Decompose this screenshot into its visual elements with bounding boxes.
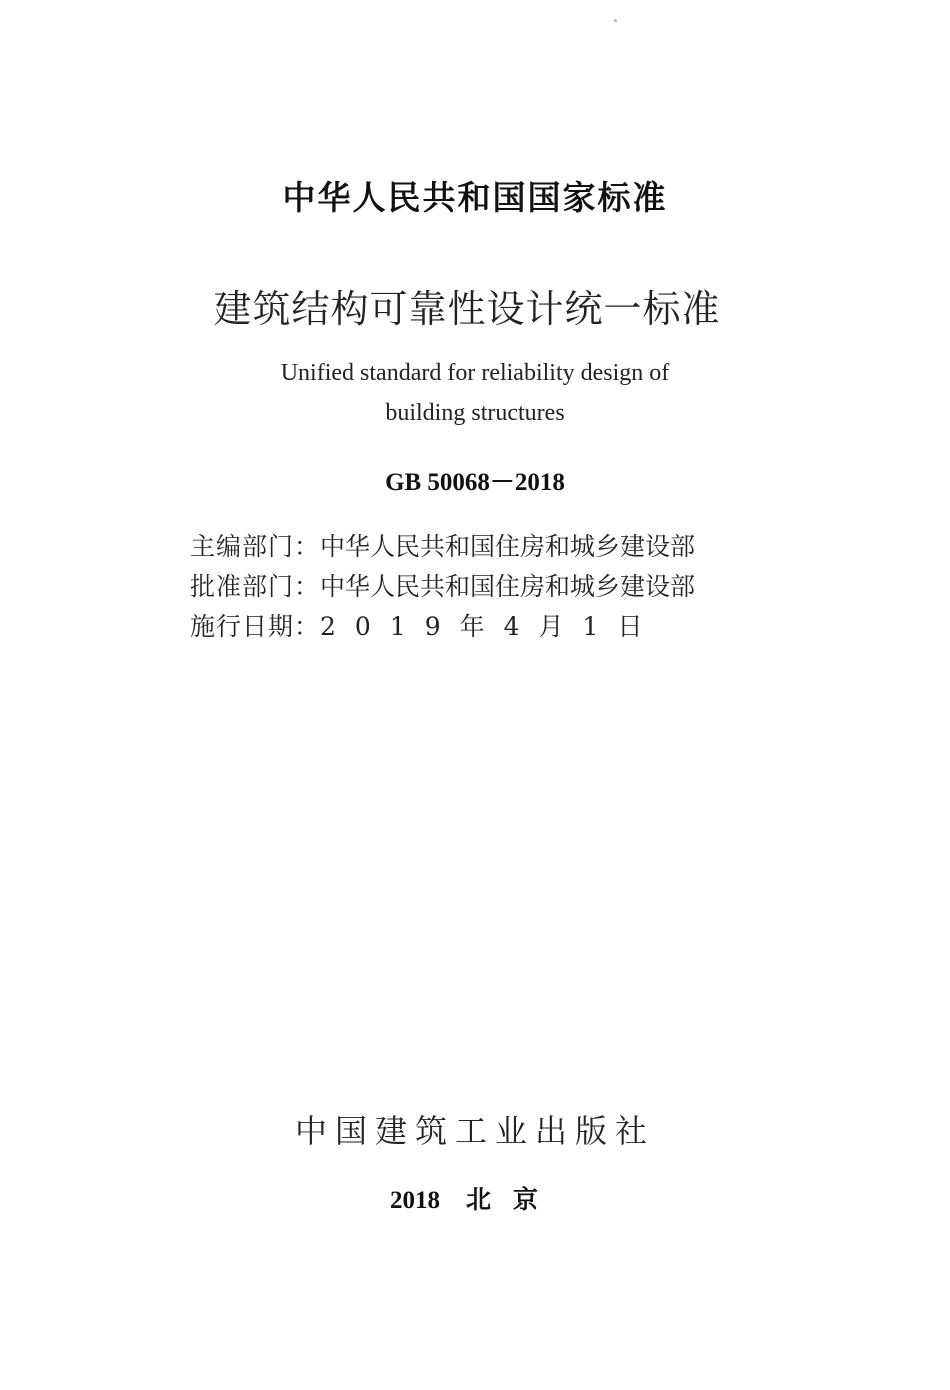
publication-year: 2018 <box>389 1187 440 1214</box>
info-row-approver <box>190 567 695 607</box>
title-english-line-2: building structures <box>385 400 565 426</box>
info-row-effective-date <box>190 607 695 647</box>
standard-title-chinese: 建筑结构可靠性设计统一标准 <box>213 287 721 331</box>
publication-place <box>0 1180 950 1216</box>
title-english-line-1: Unified standard for reliability design of <box>280 360 670 386</box>
info-value: 中华人民共和国住房和城乡建设部 <box>320 532 696 561</box>
info-label: 批准部门： <box>190 572 321 601</box>
info-value: 中华人民共和国住房和城乡建设部 <box>320 572 696 601</box>
info-row-editor <box>190 527 695 567</box>
scan-speck <box>614 19 617 22</box>
info-label: 主编部门： <box>190 532 321 561</box>
info-label: 施行日期： <box>190 612 321 641</box>
info-value-date: 2019年4月1日 <box>320 612 662 641</box>
publication-city: 北京 <box>465 1185 560 1214</box>
national-standard-heading: 中华人民共和国国家标准 <box>282 178 668 217</box>
publisher-name: 中国建筑工业出版社 <box>294 1112 655 1150</box>
standard-code: GB 50068－2018 <box>385 469 565 496</box>
standard-title-english <box>0 353 950 433</box>
standard-info-block <box>190 527 695 647</box>
